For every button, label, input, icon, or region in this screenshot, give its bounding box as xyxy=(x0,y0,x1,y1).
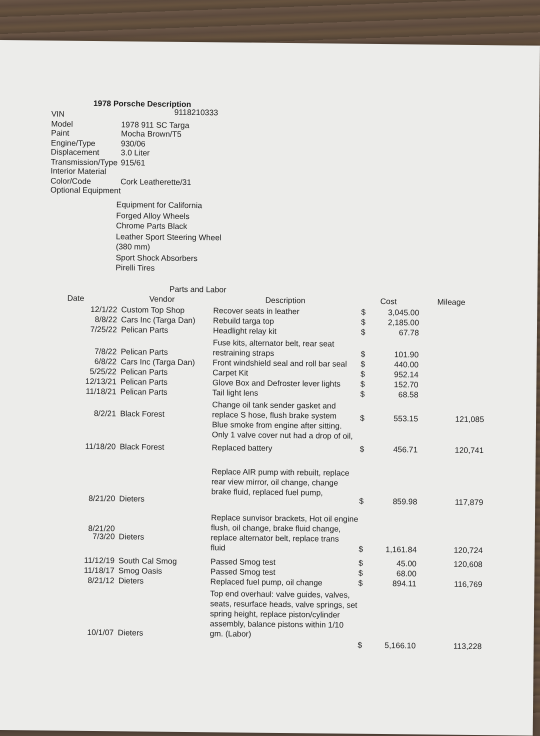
header-date: Date xyxy=(67,293,85,303)
row-description-line: Passed Smog test xyxy=(210,557,276,567)
row-cost: 553.15 xyxy=(393,414,419,424)
row-vendor: Pelican Parts xyxy=(120,325,169,335)
row-dollar-sign: $ xyxy=(360,359,366,369)
row-cost: 152.70 xyxy=(393,380,419,390)
spec-value: 9118210333 xyxy=(174,107,219,118)
row-description-line: Recover seats in leather xyxy=(213,306,300,317)
row-date: 7/25/22 xyxy=(90,324,118,335)
row-mileage: 120,741 xyxy=(454,445,484,456)
row-mileage: 120,608 xyxy=(453,559,483,570)
row-description-line: brake fluid, replaced fuel pump, xyxy=(211,487,323,498)
row-description-line: replace alternator belt, replace trans xyxy=(210,533,339,544)
row-vendor: Cars Inc (Targa Dan) xyxy=(120,357,195,368)
row-cost: 45.00 xyxy=(396,559,417,569)
row-description-line: flush, oil change, brake fluid change, xyxy=(210,523,341,534)
row-mileage: 117,879 xyxy=(454,497,484,508)
row-date: 10/1/07 xyxy=(87,627,114,638)
spec-label: Displacement xyxy=(50,147,100,158)
row-dollar-sign: $ xyxy=(360,413,365,423)
row-cost: 894.11 xyxy=(392,579,417,589)
row-description-line: Passed Smog test xyxy=(210,567,276,577)
row-dollar-sign: $ xyxy=(357,640,363,650)
row-dollar-sign: $ xyxy=(358,558,364,568)
row-description-line: Fuse kits, alternator belt, rear seat xyxy=(212,338,335,349)
row-description-line: Only 1 valve cover nut had a drop of oil, xyxy=(211,430,353,441)
equipment-item: Chrome Parts Black xyxy=(116,221,188,231)
row-vendor: Smog Oasis xyxy=(118,566,163,576)
header-vendor: Vendor xyxy=(149,294,175,304)
row-description-line: restraining straps xyxy=(212,348,275,358)
spec-value: 930/06 xyxy=(120,138,146,149)
row-cost: 68.00 xyxy=(396,569,417,579)
row-description-line: replace S hose, flush brake system xyxy=(212,410,337,421)
row-description-line: Headlight relay kit xyxy=(212,326,277,336)
spec-label: Optional Equipment xyxy=(50,185,121,196)
spec-label: Engine/Type xyxy=(50,138,96,148)
row-description-line: rear view mirror, oil change, change xyxy=(211,477,339,488)
row-cost: 3,045.00 xyxy=(387,308,420,318)
row-description-line: Glove Box and Defroster lever lights xyxy=(212,378,341,389)
spec-value: 1978 911 SC Targa xyxy=(121,119,190,130)
row-vendor: Dieters xyxy=(118,532,145,542)
row-description-line: Top end overhaul: valve guides, valves, xyxy=(210,589,350,600)
row-description-line: Replaced fuel pump, oil change xyxy=(210,577,323,588)
row-date: 11/18/20 xyxy=(85,441,116,452)
row-dollar-sign: $ xyxy=(360,349,366,359)
row-vendor: Pelican Parts xyxy=(120,367,168,377)
spec-label: Color/Code xyxy=(50,176,92,186)
spec-label: Model xyxy=(51,119,73,129)
row-date: 12/1/22 xyxy=(90,304,118,315)
row-cost: 952.14 xyxy=(394,370,419,380)
row-vendor: Dieters xyxy=(118,576,144,586)
row-date: 11/12/19 xyxy=(83,555,115,566)
row-cost: 440.00 xyxy=(394,360,419,370)
row-vendor: Black Forest xyxy=(119,442,165,452)
row-dollar-sign: $ xyxy=(361,307,366,317)
row-description-line: Carpet Kit xyxy=(212,368,249,378)
row-description-line: Replace sunvisor brackets, Hot oil engine xyxy=(210,513,359,524)
row-date: 11/18/17 xyxy=(83,565,115,576)
row-description-line: fluid xyxy=(210,543,226,553)
row-description-line: Blue smoke from engine after sitting. xyxy=(211,420,342,431)
row-cost: 456.71 xyxy=(393,445,418,455)
row-date: 5/25/22 xyxy=(89,366,117,377)
row-date: 6/8/22 xyxy=(94,357,117,367)
row-mileage: 113,228 xyxy=(453,641,482,652)
row-date: 7/8/22 xyxy=(94,347,117,357)
spec-value: 915/61 xyxy=(120,157,146,168)
header-cost: Cost xyxy=(380,296,397,307)
row-date: 11/18/21 xyxy=(85,386,117,397)
row-vendor: Black Forest xyxy=(120,409,165,419)
spec-value: Cork Leatherette/31 xyxy=(120,176,192,187)
row-description-line: assembly, balance pistons within 1/10 xyxy=(209,619,344,630)
spec-label: Paint xyxy=(50,128,70,138)
row-date: 8/2/21 xyxy=(93,409,117,419)
row-dollar-sign: $ xyxy=(360,379,365,389)
row-cost: 859.98 xyxy=(392,497,418,507)
row-mileage: 120,724 xyxy=(453,545,483,556)
row-dollar-sign: $ xyxy=(360,389,365,399)
row-dollar-sign: $ xyxy=(359,496,364,506)
row-description-line: gm. (Labor) xyxy=(209,629,252,639)
row-mileage: 116,769 xyxy=(453,579,483,590)
equipment-item: Sport Shock Absorbers xyxy=(115,252,198,263)
row-vendor: Dieters xyxy=(119,494,145,504)
row-date: 7/3/20 xyxy=(92,531,115,542)
row-description-line: spring height, replace piston/cylinder xyxy=(209,609,340,620)
row-cost: 2,185.00 xyxy=(387,318,420,328)
equipment-item: Leather Sport Steering Wheel xyxy=(115,231,222,242)
row-vendor: Dieters xyxy=(117,628,144,638)
spec-label: VIN xyxy=(51,109,65,119)
spec-label: Transmission/Type xyxy=(50,157,118,167)
row-dollar-sign: $ xyxy=(360,327,366,337)
row-description-line: Front windshield seal and roll bar seal xyxy=(212,358,347,369)
row-dollar-sign: $ xyxy=(358,578,363,588)
row-description-line: seats, resurface heads, valve springs, set xyxy=(210,599,358,610)
row-description-line: Tail light lens xyxy=(212,388,259,398)
row-cost: 68.58 xyxy=(398,390,419,400)
row-dollar-sign: $ xyxy=(359,444,365,454)
row-date: 12/13/21 xyxy=(85,376,117,387)
equipment-item: Pirelli Tires xyxy=(115,263,155,273)
header-mileage: Mileage xyxy=(437,297,466,307)
row-date: 8/8/22 xyxy=(94,315,118,325)
document-title: 1978 Porsche Description xyxy=(93,98,192,110)
row-mileage: 121,085 xyxy=(455,414,485,425)
row-vendor: Pelican Parts xyxy=(120,387,168,397)
row-vendor: South Cal Smog xyxy=(118,556,177,566)
parts-labor-title: Parts and Labor xyxy=(169,284,227,295)
row-description-line: Rebuild targa top xyxy=(213,316,275,326)
row-vendor: Pelican Parts xyxy=(120,347,168,357)
row-cost: 67.78 xyxy=(398,328,420,338)
spec-label: Interior Material xyxy=(50,166,107,177)
row-description-line: Change oil tank sender gasket and xyxy=(212,400,336,411)
row-date: 8/21/20 xyxy=(88,493,116,504)
spec-value: Mocha Brown/T5 xyxy=(120,129,182,139)
row-cost: 5,166.10 xyxy=(384,641,416,651)
row-description-line: Replaced battery xyxy=(211,443,273,453)
row-date: 8/21/12 xyxy=(87,575,115,586)
spec-value: 3.0 Liter xyxy=(120,148,150,158)
row-vendor: Custom Top Shop xyxy=(121,305,185,315)
document-page xyxy=(0,40,540,736)
equipment-item: (380 mm) xyxy=(115,242,151,252)
row-dollar-sign: $ xyxy=(358,544,364,554)
row-dollar-sign: $ xyxy=(360,369,366,379)
row-date: 8/21/20 xyxy=(88,523,115,534)
row-dollar-sign: $ xyxy=(361,317,366,327)
row-vendor: Cars Inc (Targa Dan) xyxy=(121,315,196,326)
row-vendor: Pelican Parts xyxy=(120,377,168,387)
header-description: Description xyxy=(265,295,306,306)
equipment-item: Equipment for California xyxy=(116,200,203,211)
row-description-line: Replace AIR pump with rebuilt, replace xyxy=(211,467,350,478)
equipment-item: Forged Alloy Wheels xyxy=(116,210,190,221)
row-cost: 101.90 xyxy=(394,350,419,360)
row-cost: 1,161.84 xyxy=(385,545,417,555)
row-dollar-sign: $ xyxy=(358,568,363,578)
